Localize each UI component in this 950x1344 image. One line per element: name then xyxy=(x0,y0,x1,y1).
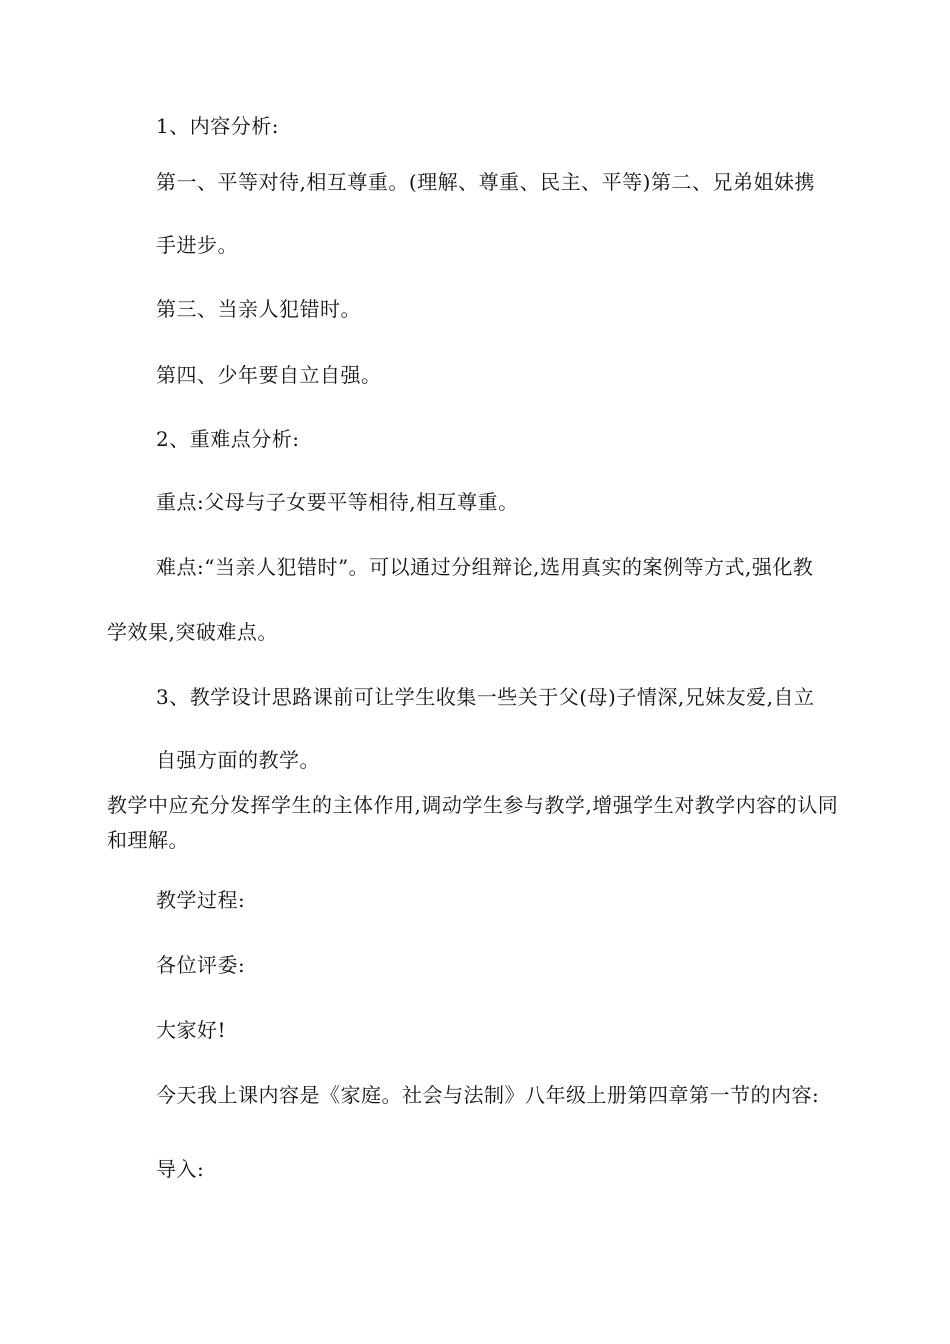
paragraph-line: 今天我上课内容是《家庭。社会与法制》八年级上册第四章第一节的内容: xyxy=(156,1083,820,1107)
paragraph-line: 大家好! xyxy=(156,1018,227,1042)
paragraph-line: 学效果,突破难点。 xyxy=(107,620,278,644)
paragraph-line: 手进步。 xyxy=(156,233,238,257)
heading-teaching-process: 教学过程: xyxy=(156,888,246,912)
paragraph-line: 教学中应充分发挥学生的主体作用,调动学生参与教学,增强学生对教学内容的认同 xyxy=(107,793,839,817)
heading-design-approach: 3、教学设计思路课前可让学生收集一些关于父(母)子情深,兄妹友爱,自立 xyxy=(156,685,815,709)
heading-introduction: 导入: xyxy=(156,1157,205,1181)
paragraph-line: 难点:“当亲人犯错时”。可以通过分组辩论,选用真实的案例等方式,强化教 xyxy=(156,555,814,579)
paragraph-line: 和理解。 xyxy=(107,828,189,852)
heading-content-analysis: 1、内容分析: xyxy=(156,114,279,138)
paragraph-line: 各位评委: xyxy=(156,953,246,977)
paragraph-line: 自强方面的教学。 xyxy=(156,748,320,772)
paragraph-line: 重点:父母与子女要平等相待,相互尊重。 xyxy=(156,490,519,514)
paragraph-line: 第四、少年要自立自强。 xyxy=(156,363,382,387)
heading-key-difficult-points: 2、重难点分析: xyxy=(156,427,300,451)
paragraph-line: 第三、当亲人犯错时。 xyxy=(156,297,361,321)
paragraph-line: 第一、平等对待,相互尊重。(理解、尊重、民主、平等)第二、兄弟姐妹携 xyxy=(156,170,815,194)
